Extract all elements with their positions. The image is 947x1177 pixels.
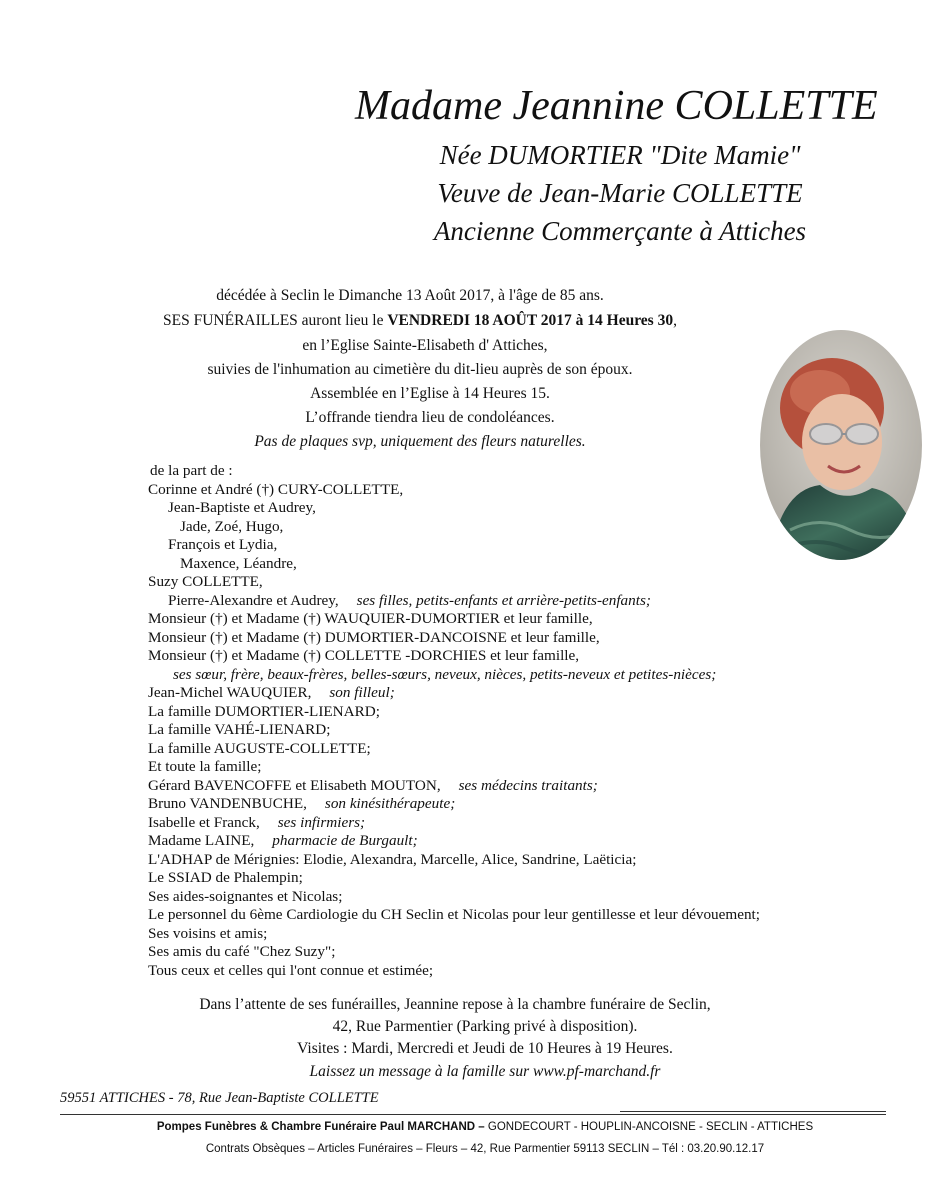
list-item: [148, 795, 760, 814]
list-item-name: Pierre-Alexandre et Audrey,: [168, 591, 339, 609]
list-item: Jade, Zoé, Hugo,: [180, 517, 284, 535]
list-item: [148, 777, 760, 796]
list-item-name: Isabelle et Franck,: [148, 813, 260, 831]
funeral-suffix: ,: [673, 312, 677, 329]
short-divider: [620, 1111, 886, 1112]
company-locations: GONDECOURT - HOUPLIN-ANCOISNE - SECLIN - ATTICHES: [484, 1121, 814, 1133]
list-item-note: ses médecins traitants;: [458, 776, 598, 794]
list-item: Monsieur (†) et Madame (†) DUMORTIER-DANCOISNE et leur famille,: [148, 628, 600, 646]
list-item: François et Lydia,: [168, 536, 278, 553]
list-item: Monsieur (†) et Madame (†) WAUQUIER-DUMORTIER et leur famille,: [148, 610, 593, 627]
church-line: en l’Eglise Sainte-Elisabeth d' Attiches,: [302, 337, 548, 354]
company-name: Pompes Funèbres & Chambre Funéraire Paul MARCHAND –: [156, 1121, 485, 1133]
list-item-note: son filleul;: [329, 684, 395, 701]
death-notice: décédée à Seclin le Dimanche 13 Août 2017, à l'âge de 85 ans.: [216, 287, 604, 304]
list-item: Maxence, Léandre,: [180, 554, 297, 572]
list-item: ses sœur, frère, beaux-frères, belles-sœurs, neveux, nièces, petits-neveux et petites-nièces;: [173, 665, 717, 683]
home-address: 59551 ATTICHES - 78, Rue Jean-Baptiste COLLETTE: [60, 1090, 379, 1106]
list-item-note: ses filles, petits-enfants et arrière-petits-enfants;: [356, 591, 651, 609]
company-line: [60, 1121, 910, 1133]
website-message: Laissez un message à la famille sur www.pf-marchand.fr: [309, 1063, 661, 1080]
list-item: Le personnel du 6ème Cardiologie du CH Seclin et Nicolas pour leur gentillesse et leur dévouement;: [148, 906, 760, 923]
assembly-line: Assemblée en l’Eglise à 14 Heures 15.: [310, 385, 550, 402]
deceased-name: Madame Jeannine COLLETTE: [355, 83, 878, 129]
occupation-line: Ancienne Commerçante à Attiches: [433, 216, 807, 246]
maiden-name: Née DUMORTIER "Dite Mamie": [439, 140, 801, 170]
list-item-note: pharmacie de Burgault;: [272, 832, 418, 849]
list-item: Le SSIAD de Phalempin;: [148, 869, 303, 886]
footer-divider: [60, 1114, 886, 1115]
list-item-name: Bruno VANDENBUCHE,: [148, 795, 307, 812]
funeral-date: VENDREDI 18 AOÛT 2017 à 14 Heures 30: [387, 312, 674, 329]
address-line: 42, Rue Parmentier (Parking privé à disposition).: [332, 1018, 638, 1035]
offering-line: L’offrande tiendra lieu de condoléances.: [305, 409, 555, 426]
burial-line: suivies de l'inhumation au cimetière du dit-lieu auprès de son époux.: [207, 361, 633, 378]
list-item: [148, 684, 760, 703]
list-item: Corinne et André (†) CURY-COLLETTE,: [148, 480, 404, 498]
list-item: Ses aides-soignantes et Nicolas;: [148, 887, 343, 905]
list-item: La famille DUMORTIER-LIENARD;: [148, 702, 380, 720]
funeral-prefix: SES FUNÉRAILLES auront lieu le: [163, 312, 388, 329]
list-item: L'ADHAP de Mérignies: Elodie, Alexandra, Marcelle, Alice, Sandrine, Laëticia;: [148, 850, 637, 868]
list-item: Jean-Baptiste et Audrey,: [168, 499, 316, 516]
visits-line: Visites : Mardi, Mercredi et Jeudi de 10 Heures à 19 Heures.: [297, 1040, 673, 1057]
list-item: Ses voisins et amis;: [148, 924, 268, 942]
list-item: [148, 814, 760, 833]
list-item-note: son kinésithérapeute;: [324, 795, 456, 812]
list-item-note: ses infirmiers;: [277, 813, 366, 831]
list-item-name: Jean-Michel WAUQUIER,: [148, 684, 312, 701]
list-item-name: Madame LAINE,: [148, 832, 255, 849]
list-item: Et toute la famille;: [148, 758, 262, 775]
portrait-illustration: [760, 330, 922, 560]
funeral-line: [40, 312, 800, 330]
family-intro: de la part de :: [150, 462, 233, 479]
list-item: [148, 592, 760, 611]
flowers-line: Pas de plaques svp, uniquement des fleurs naturelles.: [254, 433, 586, 450]
widow-line: Veuve de Jean-Marie COLLETTE: [437, 178, 803, 208]
list-item: Tous ceux et celles qui l'ont connue et estimée;: [148, 961, 434, 979]
family-list: [148, 462, 760, 980]
services-line: Contrats Obsèques – Articles Funéraires – Fleurs – 42, Rue Parmentier 59113 SECLIN – Tél : 03.20.90.12.17: [205, 1143, 765, 1155]
list-item-name: Gérard BAVENCOFFE et Elisabeth MOUTON,: [148, 776, 441, 794]
list-item: La famille VAHÉ-LIENARD;: [148, 721, 331, 738]
list-item: Suzy COLLETTE,: [148, 573, 263, 590]
list-item: La famille AUGUSTE-COLLETTE;: [148, 739, 371, 757]
rest-line: Dans l’attente de ses funérailles, Jeannine repose à la chambre funéraire de Seclin,: [199, 996, 711, 1013]
list-item: Monsieur (†) et Madame (†) COLLETTE -DORCHIES et leur famille,: [148, 647, 580, 664]
list-item: Ses amis du café "Chez Suzy";: [148, 943, 336, 960]
list-item: [148, 832, 760, 851]
portrait-photo: [760, 330, 922, 560]
